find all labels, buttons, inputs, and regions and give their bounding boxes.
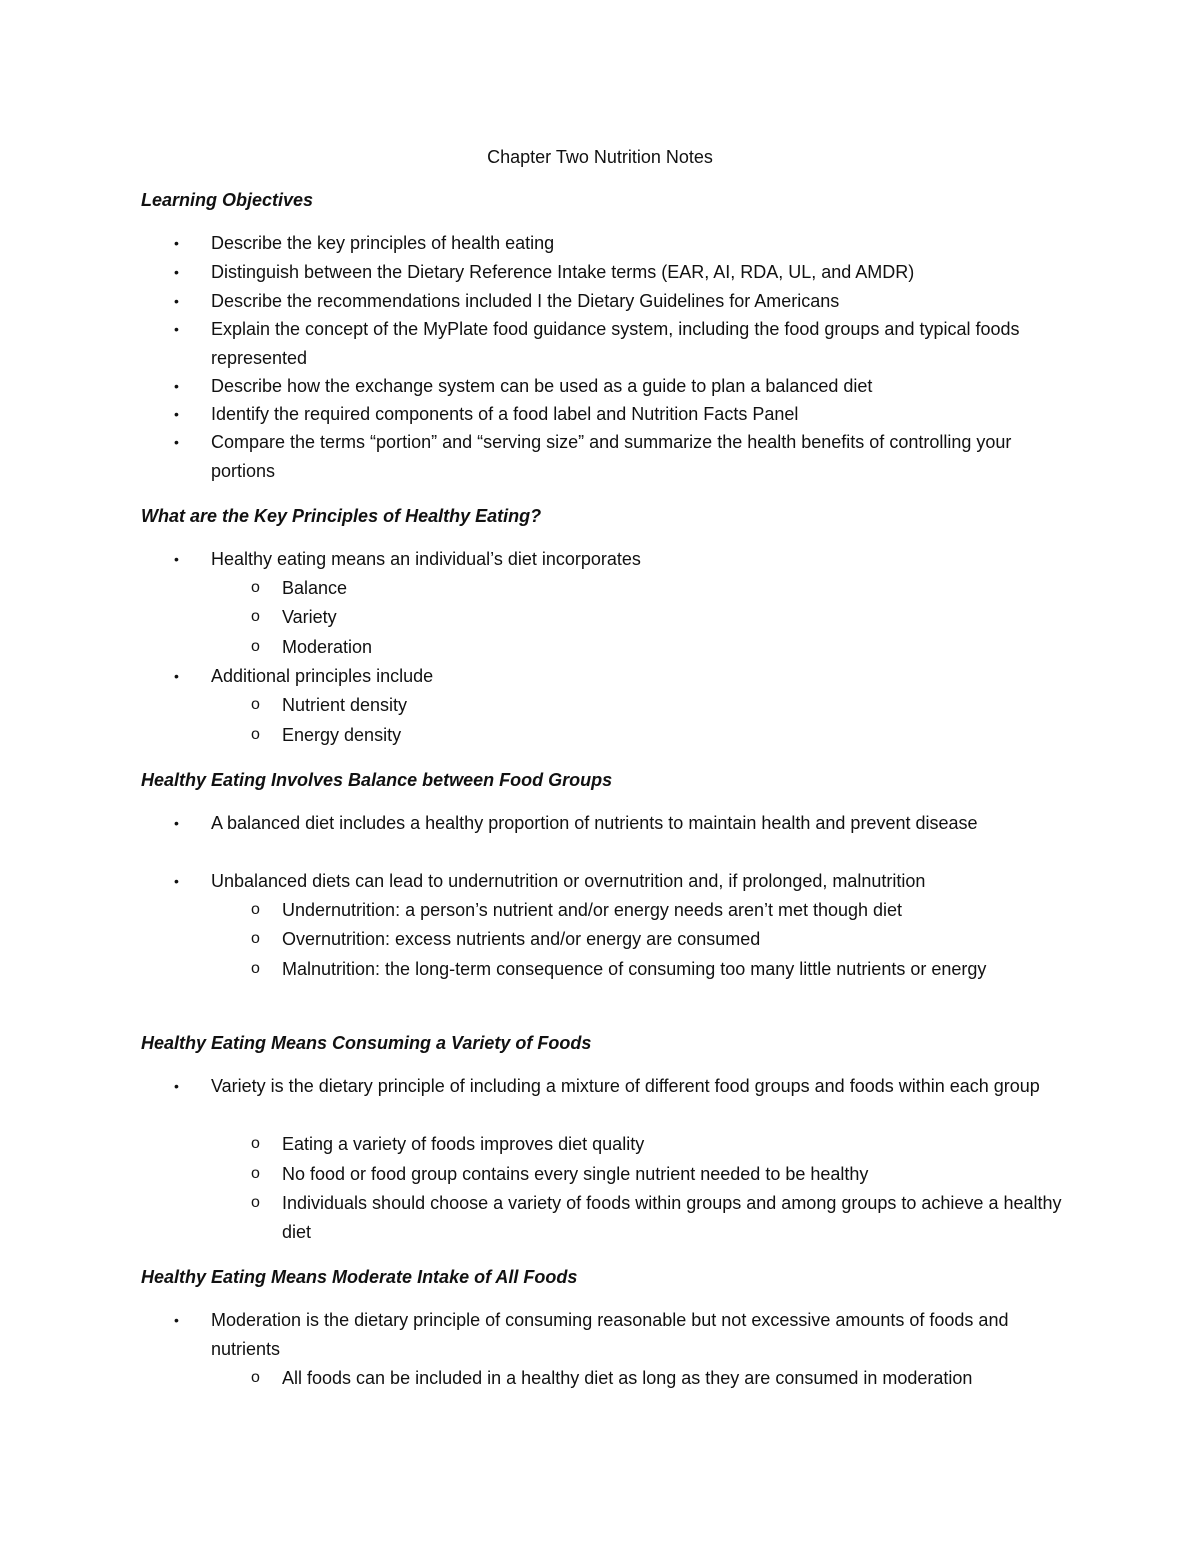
bullet-icon: • <box>174 1312 179 1328</box>
sub-list-item <box>251 1130 1072 1159</box>
bullet-icon: • <box>174 321 179 337</box>
sub-list-item-text: Malnutrition: the long-term consequence of consuming too many little nutrients or energy <box>282 959 987 979</box>
list-item <box>174 258 1071 287</box>
sub-list-item-text: No food or food group contains every single nutrient needed to be healthy <box>282 1164 869 1184</box>
list-item-text: Describe the key principles of health eating <box>211 233 555 253</box>
bullet-icon: • <box>174 873 179 889</box>
sub-list-item-text: Individuals should choose a variety of foods within groups and among groups to achieve a healthy diet <box>282 1193 1062 1242</box>
section-heading-moderation: Healthy Eating Means Moderate Intake of All Foods <box>141 1267 578 1287</box>
sub-list-item-text: Undernutrition: a person’s nutrient and/or energy needs aren’t met though diet <box>282 900 903 920</box>
sub-list-item-text: Moderation <box>282 637 373 657</box>
sub-list-item-text: All foods can be included in a healthy diet as long as they are consumed in moderation <box>282 1368 973 1388</box>
list-item-text: Moderation is the dietary principle of consuming reasonable but not excessive amounts of foods and nutrients <box>211 1310 1009 1359</box>
list-item-text: Variety is the dietary principle of including a mixture of different food groups and foods within each group <box>211 1076 1040 1096</box>
list-item-text: Identify the required components of a food label and Nutrition Facts Panel <box>211 404 799 424</box>
sub-list-item <box>251 1160 1072 1189</box>
list-item <box>174 287 1071 316</box>
sub-list-item-text: Balance <box>282 578 348 598</box>
sub-list-item-text: Nutrient density <box>282 695 408 715</box>
sub-list-item-text: Eating a variety of foods improves diet quality <box>282 1134 645 1154</box>
list-item-text: Describe how the exchange system can be used as a guide to plan a balanced diet <box>211 376 873 396</box>
list-item <box>174 867 1071 896</box>
sub-bullet-icon: o <box>251 1369 260 1386</box>
sub-list-item <box>251 955 1072 984</box>
sub-list-item-text: Variety <box>282 607 337 627</box>
sub-list-item <box>251 1189 1072 1246</box>
sub-list-item <box>251 691 1072 720</box>
list-item <box>174 428 1071 485</box>
sub-list-item-text: Overnutrition: excess nutrients and/or energy are consumed <box>282 929 761 949</box>
list-item-text: Healthy eating means an individual’s diet incorporates <box>211 549 641 569</box>
sub-list-item <box>251 896 1072 925</box>
list-item <box>174 229 1071 258</box>
bullet-icon: • <box>174 378 179 394</box>
sub-list-item-text: Energy density <box>282 725 402 745</box>
list-item-text: Describe the recommendations included I the Dietary Guidelines for Americans <box>211 291 840 311</box>
bullet-icon: • <box>174 1078 179 1094</box>
sub-bullet-icon: o <box>251 696 260 713</box>
sub-list-item <box>251 1364 1072 1393</box>
sub-bullet-icon: o <box>251 608 260 625</box>
bullet-icon: • <box>174 406 179 422</box>
bullet-icon: • <box>174 434 179 450</box>
list-item <box>174 400 1071 429</box>
list-item <box>174 1072 1071 1101</box>
list-item <box>174 1306 1071 1363</box>
bullet-icon: • <box>174 293 179 309</box>
list-item-text: Distinguish between the Dietary Reference Intake terms (EAR, AI, RDA, UL, and AMDR) <box>211 262 915 282</box>
bullet-icon: • <box>174 815 179 831</box>
section-heading-key-principles: What are the Key Principles of Healthy Eating? <box>141 506 542 526</box>
sub-bullet-icon: o <box>251 1194 260 1211</box>
sub-bullet-icon: o <box>251 930 260 947</box>
section-heading-learning-objectives: Learning Objectives <box>141 190 314 210</box>
sub-bullet-icon: o <box>251 726 260 743</box>
sub-list-item <box>251 721 1072 750</box>
bullet-icon: • <box>174 235 179 251</box>
section-heading-balance: Healthy Eating Involves Balance between Food Groups <box>141 770 613 790</box>
sub-list-item <box>251 633 1072 662</box>
bullet-icon: • <box>174 264 179 280</box>
sub-list-item <box>251 603 1072 632</box>
sub-bullet-icon: o <box>251 1135 260 1152</box>
list-item <box>174 662 1071 691</box>
sub-bullet-icon: o <box>251 1165 260 1182</box>
bullet-icon: • <box>174 551 179 567</box>
sub-bullet-icon: o <box>251 901 260 918</box>
list-item <box>174 809 1071 838</box>
list-item-text: Compare the terms “portion” and “serving size” and summarize the health benefits of controlling your portions <box>211 432 1012 481</box>
sub-list-item <box>251 574 1072 603</box>
list-item-text: Unbalanced diets can lead to undernutrition or overnutrition and, if prolonged, malnutrition <box>211 871 926 891</box>
list-item <box>174 372 1071 401</box>
section-heading-variety: Healthy Eating Means Consuming a Variety of Foods <box>141 1033 592 1053</box>
list-item <box>174 315 1071 372</box>
document-title: Chapter Two Nutrition Notes <box>487 147 713 167</box>
sub-list-item <box>251 925 1072 954</box>
sub-bullet-icon: o <box>251 579 260 596</box>
list-item <box>174 545 1071 574</box>
sub-bullet-icon: o <box>251 960 260 977</box>
list-item-text: Additional principles include <box>211 666 434 686</box>
list-item-text: A balanced diet includes a healthy proportion of nutrients to maintain health and prevent disease <box>211 813 978 833</box>
bullet-icon: • <box>174 668 179 684</box>
list-item-text: Explain the concept of the MyPlate food guidance system, including the food groups and typical foods represented <box>211 319 1020 368</box>
sub-bullet-icon: o <box>251 638 260 655</box>
